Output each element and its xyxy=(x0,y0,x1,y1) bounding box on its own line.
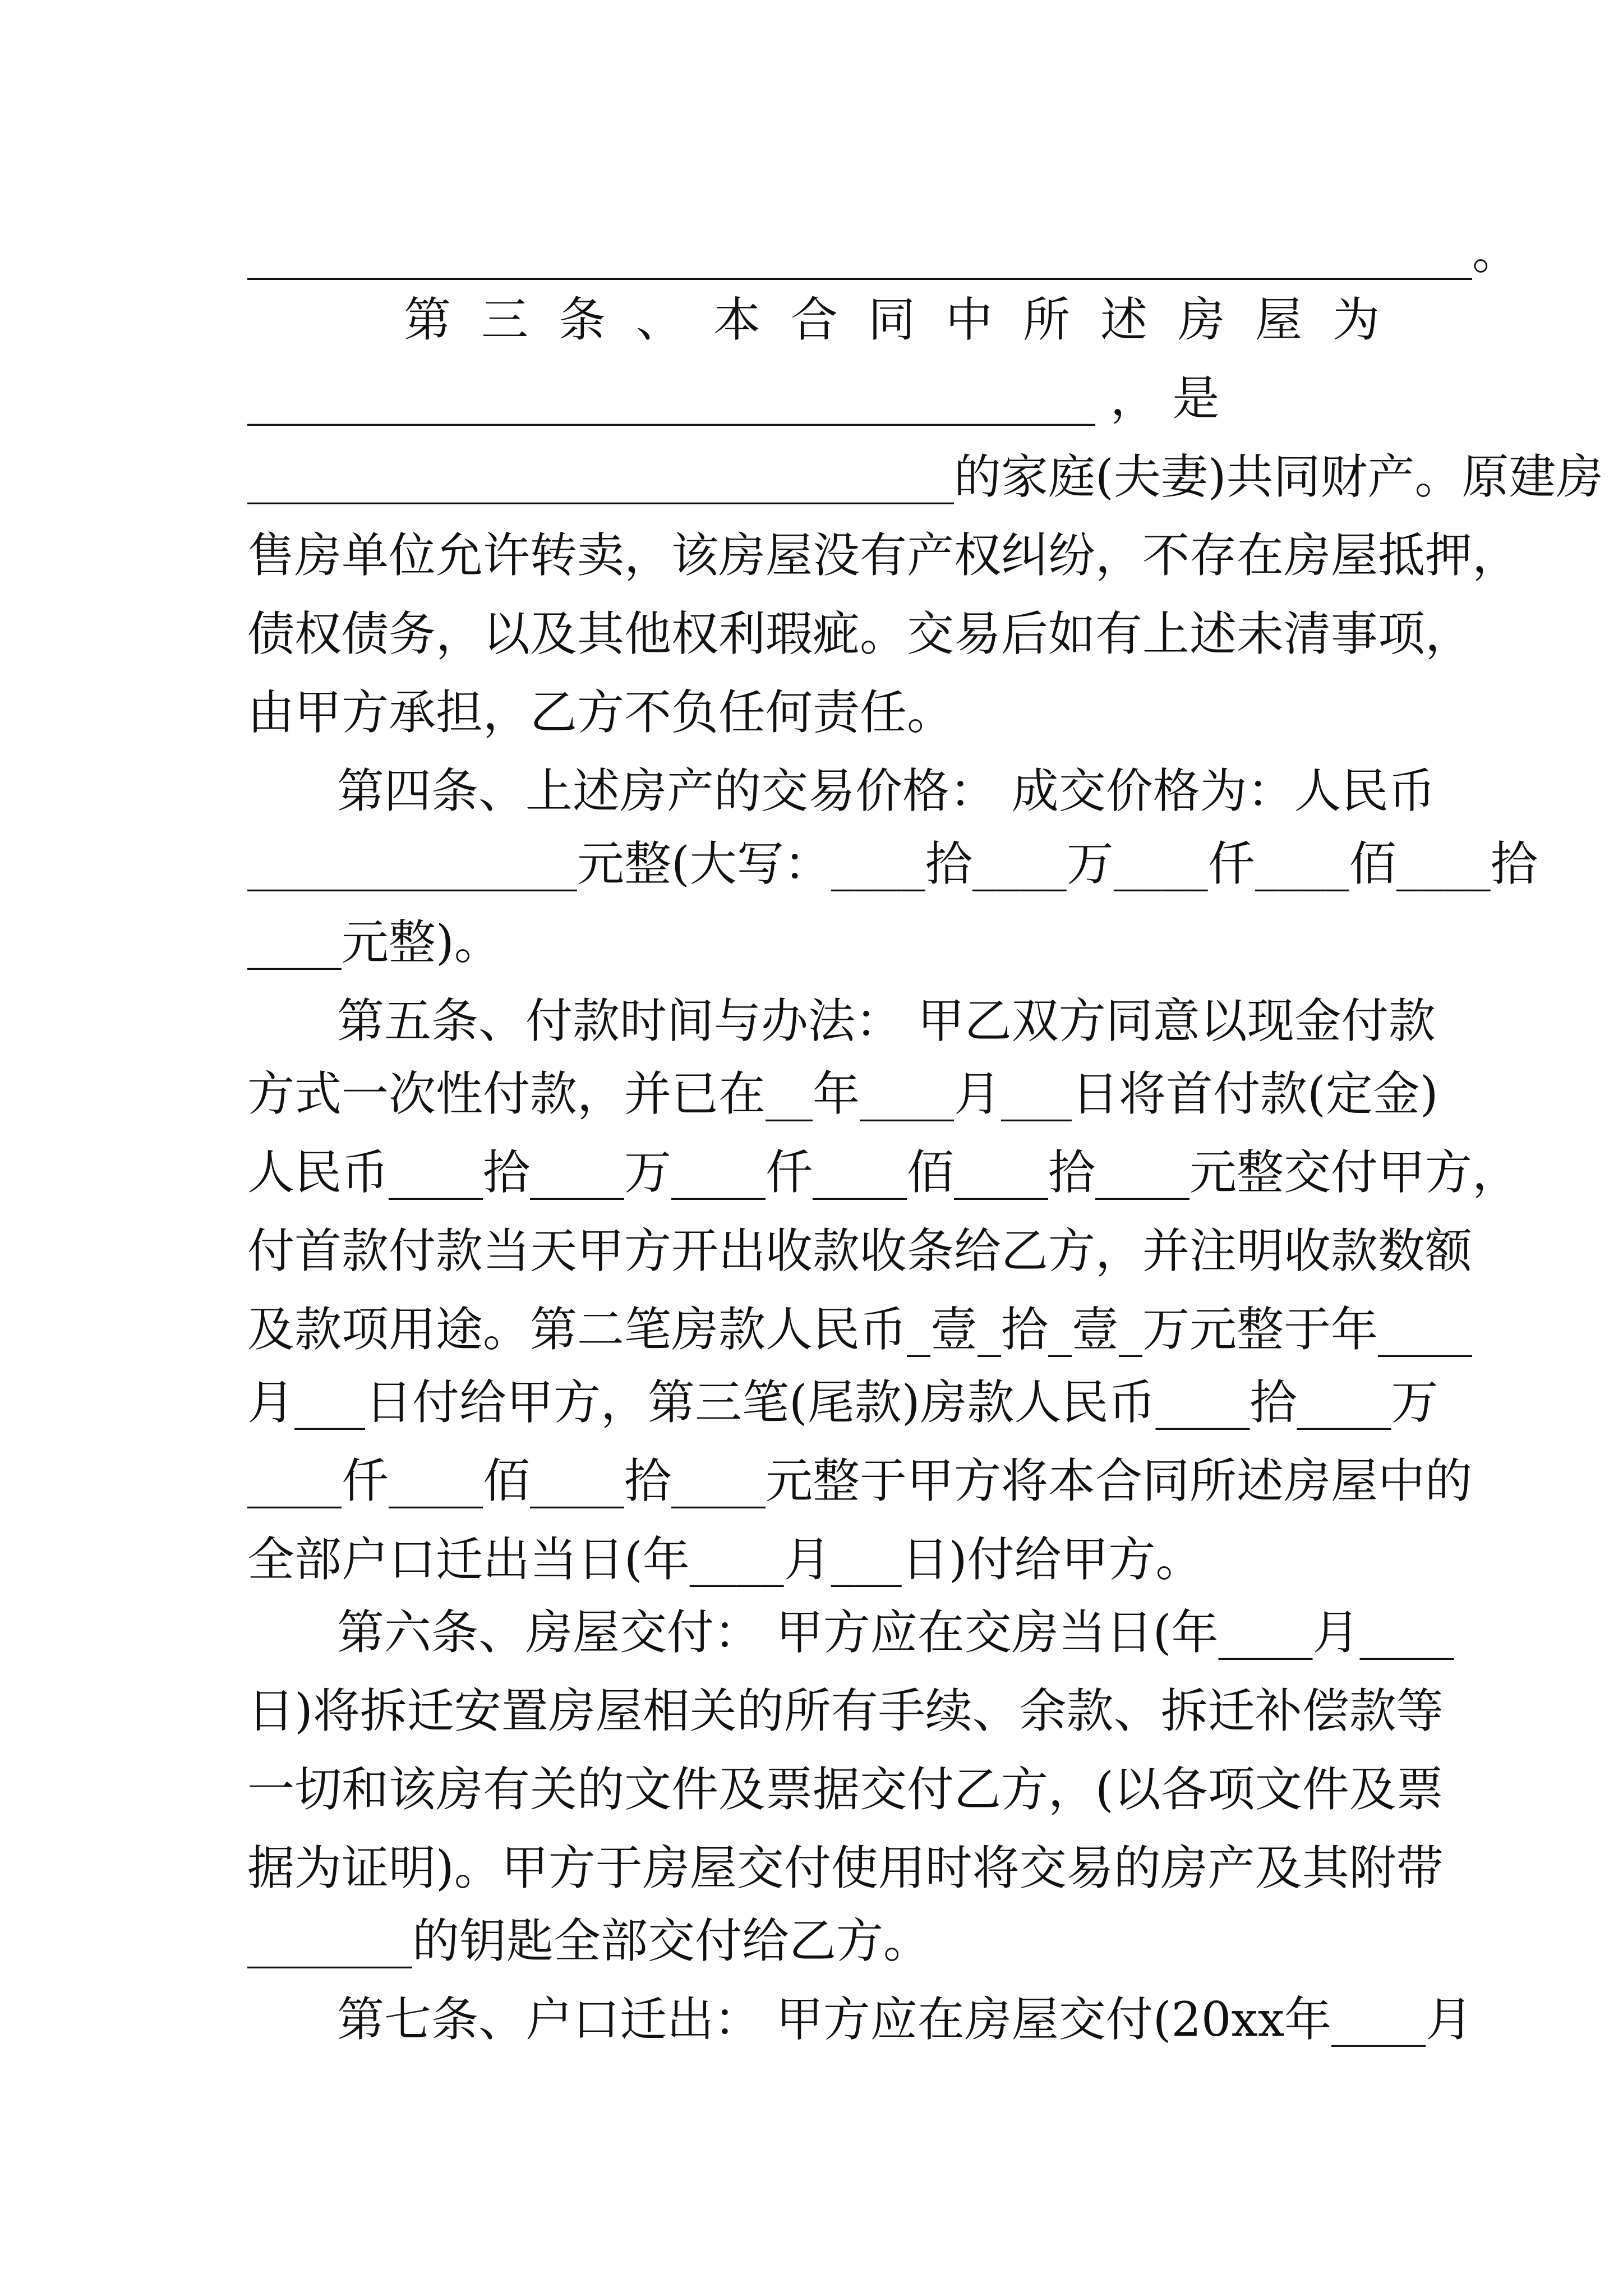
text-line-10: ____元整)。 xyxy=(247,915,501,970)
text-line-24: 第七条、户口迁出： 甲方应在房屋交付(20xx年____月 xyxy=(337,1992,1473,2047)
text-line-2: 第三条、本合同中所述房屋为 xyxy=(404,292,1380,347)
text-line-13: 人民币____拾____万____仟____佰____拾____元整交付甲方， xyxy=(247,1145,1520,1200)
text-line-1: ____________________________________________________。 xyxy=(247,225,1519,280)
text-line-23: _______的钥匙全部交付给乙方。 xyxy=(247,1913,931,1968)
text-line-14: 付首款付款当天甲方开出收款收条给乙方，并注明收款数额 xyxy=(247,1223,1473,1278)
text-line-20: 日)将拆迁安置房屋相关的所有手续、余款、拆迁补偿款等 xyxy=(247,1683,1444,1738)
text-line-7: 由甲方承担，乙方不负任何责任。 xyxy=(247,685,955,740)
text-line-6: 债权债务，以及其他权利瑕疵。交易后如有上述未清事项， xyxy=(247,606,1473,661)
text-line-4: ______________________________的家庭(夫妻)共同财产。原建房 xyxy=(247,449,1603,504)
text-line-5: 售房单位允许转卖，该房屋没有产权纠纷，不存在房屋抵押， xyxy=(247,528,1520,583)
text-line-12: 方式一次性付款，并已在__年____月___日将首付款(定金) xyxy=(247,1066,1438,1121)
text-line-17: ____仟____佰____拾____元整于甲方将本合同所述房屋中的 xyxy=(247,1453,1473,1508)
text-line-19: 第六条、房屋交付： 甲方应在交房当日(年____月____ xyxy=(337,1605,1454,1660)
text-line-21: 一切和该房有关的文件及票据交付乙方，(以各项文件及票 xyxy=(247,1762,1444,1817)
text-line-22: 据为证明)。甲方于房屋交付使用时将交易的房产及其附带 xyxy=(247,1841,1444,1895)
text-line-15: 及款项用途。第二笔房款人民币_壹_拾_壹_万元整于年____ xyxy=(247,1302,1473,1357)
text-line-18: 全部户口迁出当日(年____月___日)付给甲方。 xyxy=(247,1532,1203,1587)
text-line-16: 月___日付给甲方，第三笔(尾款)房款人民币____拾____万 xyxy=(247,1375,1438,1430)
text-line-3: ____________________________________ ， 是 xyxy=(247,371,1220,426)
text-line-8: 第四条、上述房产的交易价格： 成交价格为：人民币 xyxy=(337,763,1436,818)
text-line-11: 第五条、付款时间与办法： 甲乙双方同意以现金付款 xyxy=(337,993,1436,1048)
text-line-9: ______________元整(大写：____拾____万____仟____佰____拾 xyxy=(247,836,1538,891)
